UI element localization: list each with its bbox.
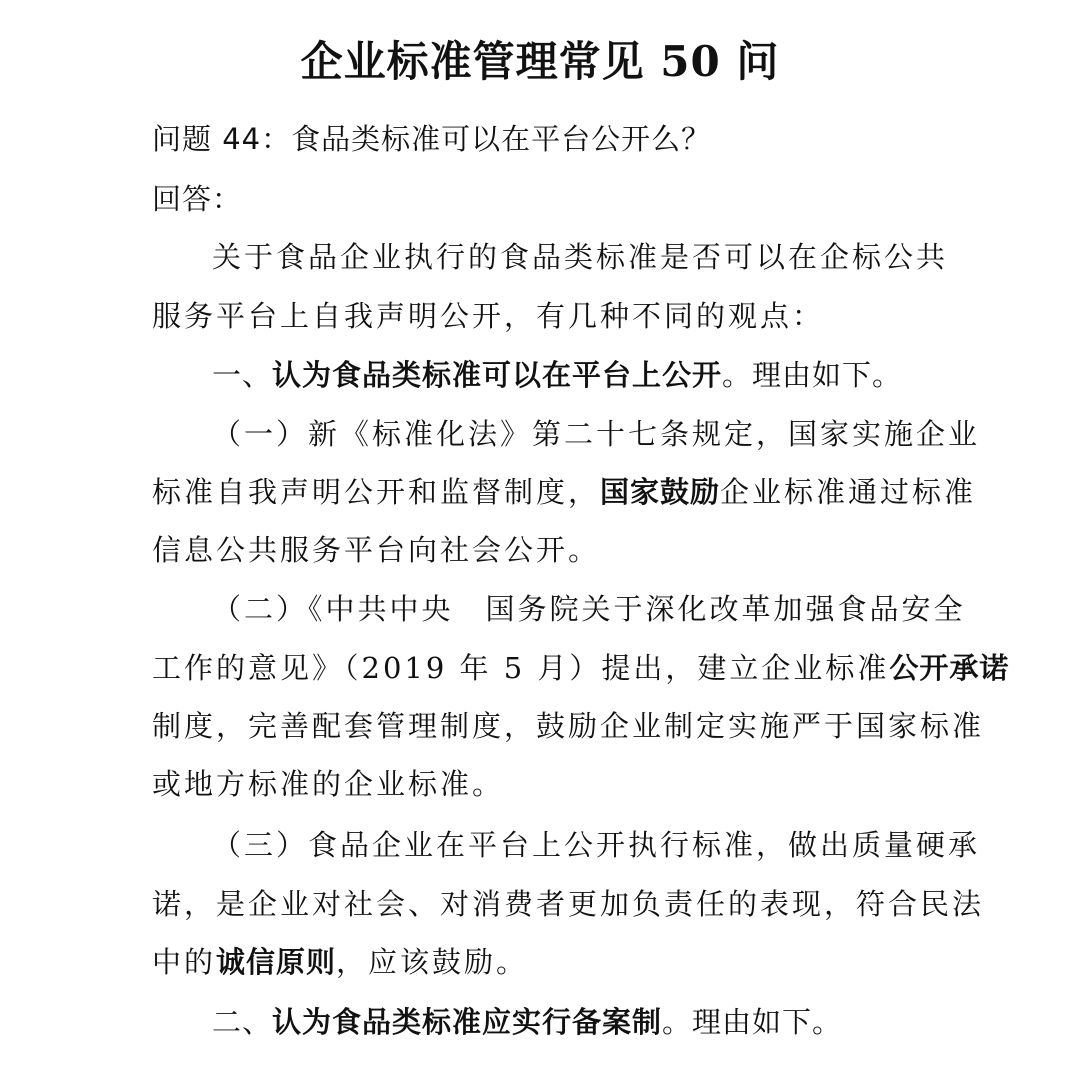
section-1-heading bbox=[212, 355, 942, 395]
item-2-line-2 bbox=[152, 648, 1010, 688]
item-3-line-3-post: ，应该鼓励。 bbox=[336, 945, 529, 979]
item-3-line-1: （三）食品企业在平台上公开执行标准，做出质量硬承 bbox=[212, 828, 981, 862]
item-2-bold-text: 公开承诺 bbox=[889, 651, 1010, 685]
item-1-line-2-pre: 标准自我声明公开和监督制度， bbox=[152, 475, 601, 509]
item-3-line-2: 诺，是企业对社会、对消费者更加负责任的表现，符合民法 bbox=[152, 887, 985, 921]
section-2-bold: 认为食品类标准应实行备案制 bbox=[272, 1005, 663, 1039]
item-1-line-1: （一）新《标准化法》第二十七条规定，国家实施企业 bbox=[212, 417, 981, 451]
section-2-prefix: 二、 bbox=[212, 1005, 273, 1039]
item-1-line-2-post: 企业标准通过标准 bbox=[720, 475, 977, 509]
item-3-line-3-pre: 中的 bbox=[152, 945, 217, 979]
section-1-prefix: 一、 bbox=[212, 358, 273, 392]
section-1-bold-2: 可以在平台上公开 bbox=[482, 358, 723, 392]
paragraph-intro-line-2: 服务平台上自我声明公开，有几种不同的观点： bbox=[152, 299, 825, 333]
item-1-bold-text: 国家鼓励 bbox=[600, 475, 721, 509]
item-3-line-3 bbox=[152, 942, 942, 982]
section-2-suffix: 。理由如下。 bbox=[662, 1005, 843, 1039]
section-2-heading bbox=[212, 1002, 942, 1042]
item-1-line-3: 信息公共服务平台向社会公开。 bbox=[152, 533, 601, 567]
item-2-line-2-pre: 工作的意见》（2019 年 5 月）提出，建立企业标准 bbox=[152, 651, 890, 685]
item-2-line-1: （二）《中共中央 国务院关于深化改革加强食品安全 bbox=[212, 592, 966, 626]
item-2-line-3: 制度，完善配套管理制度，鼓励企业制定实施严于国家标准 bbox=[152, 709, 985, 743]
item-3-bold-text: 诚信原则 bbox=[216, 945, 337, 979]
item-2-line-4: 或地方标准的企业标准。 bbox=[152, 767, 505, 801]
item-1-line-2 bbox=[152, 472, 977, 512]
section-1-bold-1: 认为食品类标准 bbox=[272, 358, 483, 392]
paragraph-intro-line-1: 关于食品企业执行的食品类标准是否可以在企标公共 bbox=[212, 240, 949, 274]
section-1-suffix: 。理由如下。 bbox=[722, 358, 903, 392]
question-heading: 问题 44：食品类标准可以在平台公开么？ bbox=[152, 122, 712, 156]
answer-label: 回答： bbox=[152, 182, 243, 216]
document-title: 企业标准管理常见 50 问 bbox=[300, 37, 780, 86]
